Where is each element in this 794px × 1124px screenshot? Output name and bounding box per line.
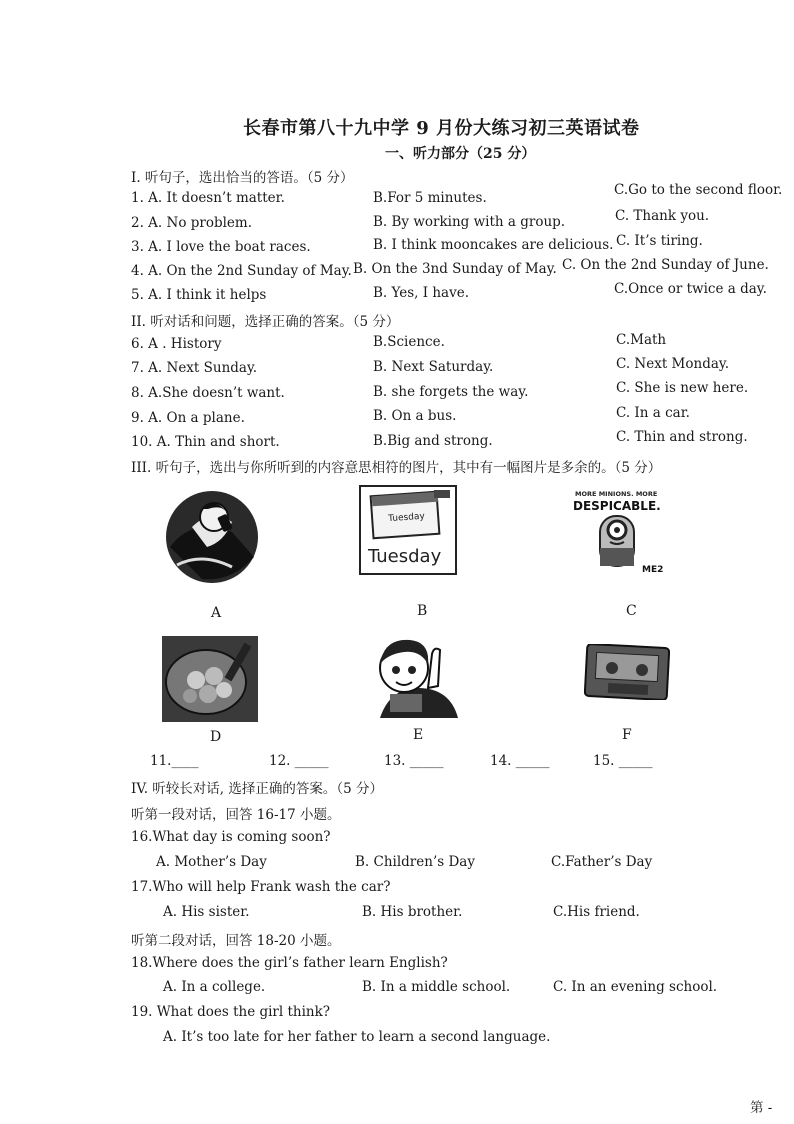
picture-e-label: E: [413, 727, 424, 743]
blank-14: 14. _____: [490, 753, 550, 769]
q4-option-c: C. On the 2nd Sunday of June.: [562, 257, 769, 273]
q8-option-b: B. she forgets the way.: [373, 384, 529, 400]
q2-option-b: B. By working with a group.: [373, 214, 566, 230]
q6-option-a: 6. A . History: [131, 336, 222, 352]
picture-d: [162, 636, 258, 722]
q3-option-b: B. I think mooncakes are delicious.: [373, 237, 614, 253]
q16-option-c: C.Father’s Day: [551, 854, 653, 870]
section2-heading: II. 听对话和问题，选择正确的答案。（5 分）: [131, 314, 400, 330]
section3-heading: III. 听句子，选出与你所听到的内容意思相符的图片，其中有一幅图片是多余的。（5 分）: [131, 460, 662, 476]
q1-option-b: B.For 5 minutes.: [373, 190, 487, 206]
picture-a: [162, 487, 272, 585]
q2-option-a: 2. A. No problem.: [131, 215, 252, 231]
blank-11: 11.____: [150, 753, 199, 769]
q18-question: 18.Where does the girl’s father learn English?: [131, 955, 448, 971]
q6-option-c: C.Math: [616, 332, 667, 348]
q4-option-b: B. On the 3nd Sunday of May.: [353, 261, 557, 277]
q3-option-c: C. It’s tiring.: [616, 233, 703, 249]
page-title: 长春市第八十九中学 9 月份大练习初三英语试卷: [243, 118, 640, 139]
boy-waving-icon: [370, 628, 462, 720]
dialogue2-instruction: 听第二段对话，回答 18-20 小题。: [131, 933, 341, 949]
q8-option-a: 8. A.She doesn’t want.: [131, 385, 285, 401]
picture-c: [570, 486, 666, 578]
picture-c-label: C: [626, 603, 637, 619]
q8-option-c: C. She is new here.: [616, 380, 749, 396]
q19-option-a: A. It’s too late for her father to learn a second language.: [163, 1029, 551, 1045]
food-plate-icon: [162, 636, 258, 722]
q1-option-c: C.Go to the second floor.: [614, 182, 783, 198]
picture-a-label: A: [211, 605, 222, 621]
poster-tag-text: ME2: [642, 565, 664, 575]
q18-option-b: B. In a middle school.: [362, 979, 511, 995]
q7-option-c: C. Next Monday.: [616, 356, 730, 372]
q16-question: 16.What day is coming soon?: [131, 829, 331, 845]
q6-option-b: B.Science.: [373, 334, 445, 350]
q9-option-a: 9. A. On a plane.: [131, 410, 245, 426]
q17-option-c: C.His friend.: [553, 904, 640, 920]
picture-b-label: B: [417, 603, 428, 619]
q16-option-a: A. Mother’s Day: [156, 854, 267, 870]
q17-question: 17.Who will help Frank wash the car?: [131, 879, 391, 895]
q5-option-c: C.Once or twice a day.: [614, 281, 767, 297]
picture-e: [370, 628, 462, 720]
page-footer: 第 -: [750, 1100, 773, 1116]
picture-f: [584, 644, 670, 700]
q7-option-b: B. Next Saturday.: [373, 359, 494, 375]
minion-poster-icon: [570, 486, 666, 578]
part1-heading: 一、听力部分（25 分）: [385, 146, 536, 162]
q17-option-b: B. His brother.: [362, 904, 463, 920]
q10-option-c: C. Thin and strong.: [616, 429, 748, 445]
q7-option-a: 7. A. Next Sunday.: [131, 360, 258, 376]
q1-option-a: 1. A. It doesn’t matter.: [131, 190, 285, 206]
q9-option-c: C. In a car.: [616, 405, 690, 421]
section1-heading: I. 听句子，选出恰当的答语。（5 分）: [131, 170, 354, 186]
picture-b: [358, 484, 458, 576]
q19-question: 19. What does the girl think?: [131, 1004, 331, 1020]
picture-d-label: D: [210, 729, 222, 745]
blank-12: 12. _____: [269, 753, 329, 769]
q3-option-a: 3. A. I love the boat races.: [131, 239, 311, 255]
q4-option-a: 4. A. On the 2nd Sunday of May.: [131, 263, 352, 279]
q18-option-a: A. In a college.: [163, 979, 266, 995]
q17-option-a: A. His sister.: [163, 904, 250, 920]
poster-main-text: DESPICABLE.: [573, 499, 661, 513]
q10-option-b: B.Big and strong.: [373, 433, 493, 449]
dialogue1-instruction: 听第一段对话，回答 16-17 小题。: [131, 807, 341, 823]
poster-top-text: MORE MINIONS. MORE: [575, 490, 658, 498]
calendar-small-text: Tuesday: [387, 511, 426, 525]
q9-option-b: B. On a bus.: [373, 408, 457, 424]
blank-15: 15. _____: [593, 753, 653, 769]
section4-heading: IV. 听较长对话, 选择正确的答案。（5 分）: [131, 781, 384, 797]
calendar-caption: Tuesday: [368, 546, 442, 567]
q16-option-b: B. Children’s Day: [355, 854, 475, 870]
blank-13: 13. _____: [384, 753, 444, 769]
person-on-phone-icon: [162, 487, 272, 585]
q2-option-c: C. Thank you.: [615, 208, 710, 224]
q10-option-a: 10. A. Thin and short.: [131, 434, 280, 450]
q5-option-b: B. Yes, I have.: [373, 285, 470, 301]
q18-option-c: C. In an evening school.: [553, 979, 718, 995]
q5-option-a: 5. A. I think it helps: [131, 287, 267, 303]
calendar-icon: [358, 484, 458, 576]
picture-f-label: F: [622, 727, 632, 743]
cassette-tape-icon: [584, 644, 670, 700]
